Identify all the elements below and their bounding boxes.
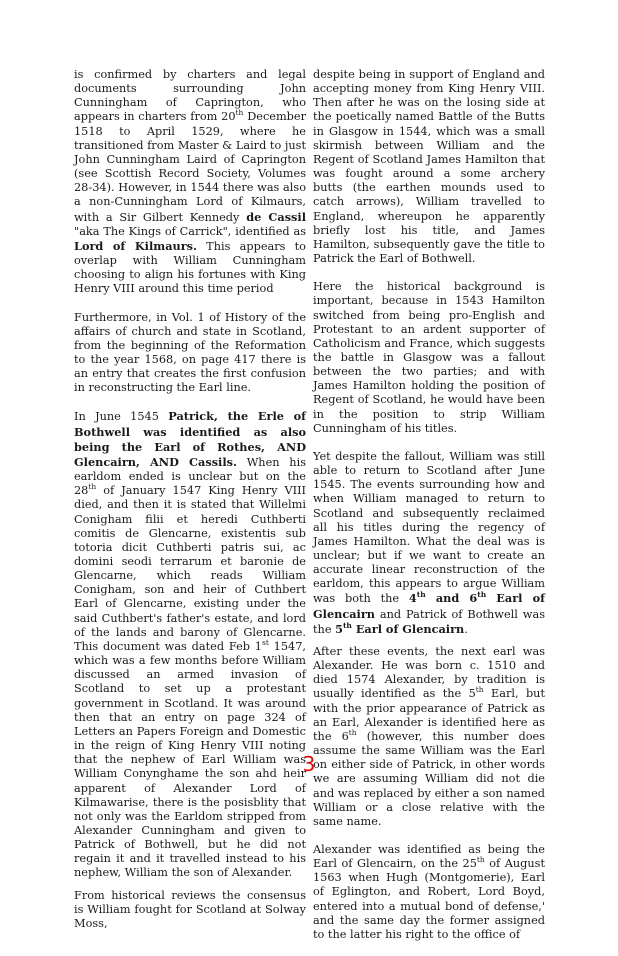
paragraph: Furthermore, in Vol. 1 of History of the affairs of church and state in Scotland, from the beginning of the Reformation to the year 1568, on page 417 there is an entry that creates the first confusion in reconstructing the Earl line. <box>74 310 306 395</box>
paragraph: Yet despite the fallout, William was still able to return to Scotland after June 1545. The events surrounding how and when William managed to return to Scotland and subsequently reclaimed all his titles during the regency of James Hamilton. What the deal was is unclear; but if we want to create an accurate linear reconstruction of the earldom, this appears to argue William was both the 4th and 6th Earl of Glencairn and Patrick of Bothwell was the 5th Earl of Glencairn. <box>313 449 545 636</box>
paragraph: is confirmed by charters and legal documents surrounding John Cunningham of Caprington, who appears in charters from 20th December 1518 to April 1529, where he transitioned from Master & Laird to just John Cunningham Laird of Caprington (see Scottish Record Society, Volumes 28-34). However, in 1544 there was also a non-Cunningham Lord of Kilmaurs, with a Sir Gilbert Kennedy de Cassil "aka The Kings of Carrick", identified as Lord of Kilmaurs. This appears to overlap with William Cunningham choosing to align his fortunes with King Henry VIII around this time period <box>74 68 306 296</box>
left-text-column <box>74 68 306 945</box>
paragraph: Here the historical background is important, because in 1543 Hamilton switched from being pro-English and Protestant to an ardent supporter of Catholicism and France, which suggests the battle in Glasgow was a fallout between the two parties; and with James Hamilton holding the position of Regent of Scotland, he would have been in the position to strip William Cunningham of his titles. <box>313 280 545 435</box>
paragraph: In June 1545 Patrick, the Erle of Bothwell was identified as also being the Earl of Rothes, AND Glencairn, AND Cassils. When his earldom ended is unclear but on the 28th of January 1547 King Henry VIII died, and then it is stated that Willelmi Conigham filii et heredi Cuthberti comitis de Glencarne, existentis sub totoria dicit Cuthberti patris sui, ac domini seodi terrarum et baronie de Glencarne, which reads William Conigham, son and heir of Cuthbert Earl of Glencarne, existing under the said Cuthbert's father's estate, and lord of the lands and barony of Glencarne. This document was dated Feb 1st 1547, which was a few months before William discussed an armed invasion of Scotland to set up a protestant government in Scotland. It was around then that an entry on page 324 of Letters an Papers Foreign and Domestic in the reign of King Henry VIII noting that the nephew of Earl William was William Conynghame the son ahd heir apparent of Alexander Lord of Kilmawarise, there is the posisblity that not only was the Earldom stripped from Alexander Cunningham and given to Patrick of Bothwell, but he did not regain it and it travelled instead to his nephew, William the son of Alexander. <box>74 409 306 880</box>
paragraph: despite being in support of England and accepting money from King Henry VIII. Then after he was on the losing side at the poetically named Battle of the Butts in Glasgow in 1544, which was a small skirmish between William and the Regent of Scotland James Hamilton that was fought around a some archery butts (the earthen mounds used to catch arrows), William travelled to England, whereupon he apparently briefly lost his title, and James Hamilton, subsequently gave the title to Patrick the Earl of Bothwell. <box>313 68 545 266</box>
paragraph: From historical reviews the consensus is William fought for Scotland at Solway Moss, <box>74 888 306 930</box>
paragraph: After these events, the next earl was Alexander. He was born c. 1510 and died 1574 Alexander, by tradition is usually identified as the 5th Earl, but with the prior appearance of Patrick as an Earl, Alexander is identified here as the 6th (however, this number does assume the same William was the Earl on either side of Patrick, in other words we are assuming William did not die and was replaced by either a son named William or a close relative with the same name. <box>313 644 546 828</box>
page-number: 3 <box>302 752 316 776</box>
paragraph: Alexander was identified as being the Earl of Glencairn, on the 25th of August 1563 when Hugh (Montgomerie), Earl of Eglington, and Robert, Lord Boyd, entered into a mutual bond of defense,' and the same day the former assigned to the latter his right to the office of <box>313 842 545 941</box>
right-text-column <box>313 68 545 956</box>
